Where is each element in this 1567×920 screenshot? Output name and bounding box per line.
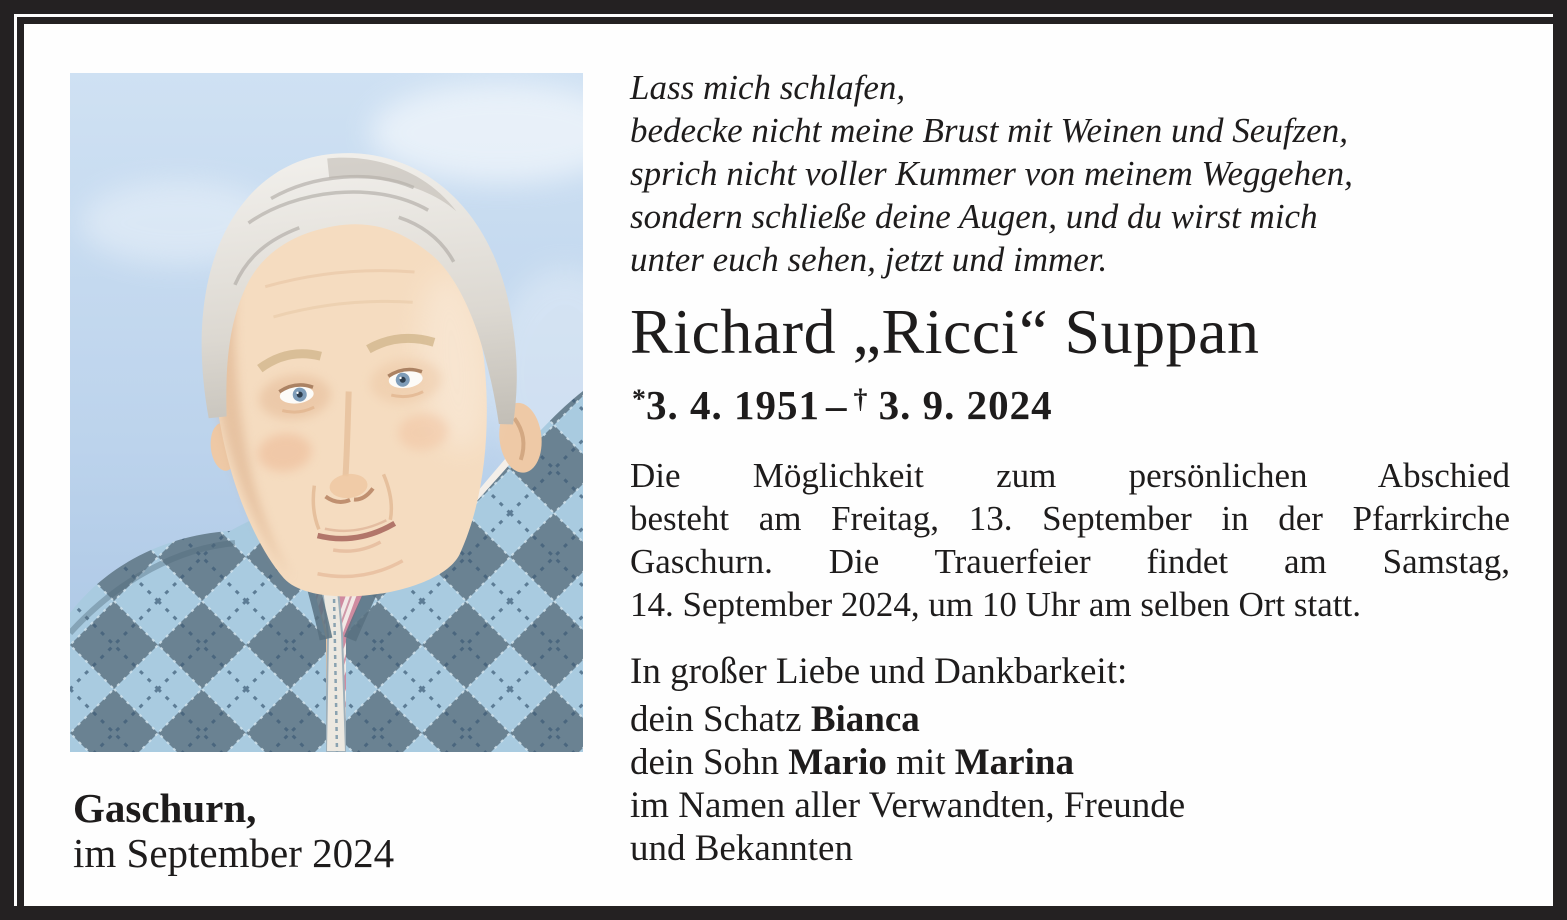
date-separator: – [825, 382, 848, 428]
poem-line: sondern schließe deine Augen, und du wirst mich [630, 197, 1318, 236]
mourner-name: Bianca [810, 699, 920, 740]
mourner-name: Marina [954, 742, 1074, 783]
birth-date: 3. 4. 1951 [645, 382, 820, 428]
mourner-text: im Namen aller Verwandten, Freunde [630, 785, 1186, 826]
place-and-date [73, 786, 394, 876]
death-symbol: † [853, 383, 868, 415]
portrait-photo [70, 73, 583, 752]
poem-line: unter euch sehen, jetzt und immer. [630, 240, 1108, 279]
poem-line: Lass mich schlafen, [630, 68, 906, 107]
mourner-text: und Bekannten [630, 828, 853, 869]
memorial-poem [630, 66, 1353, 281]
mourner-name: Mario [788, 742, 887, 783]
mourner-text: dein Schatz [630, 699, 811, 740]
mourner-line [630, 827, 1185, 870]
mourners-list [630, 698, 1185, 870]
notice-date: im September 2024 [73, 830, 395, 876]
announcement-line: Gaschurn. Die Trauerfeier findet am Samstag, [630, 542, 1510, 581]
deceased-name: Richard „Ricci“ Suppan [630, 296, 1260, 367]
life-dates [632, 381, 1053, 429]
mourner-text: mit [886, 742, 955, 783]
mourner-line [630, 698, 1185, 741]
mourner-line [630, 741, 1185, 784]
death-date: 3. 9. 2024 [878, 382, 1053, 428]
announcement-line: Die Möglichkeit zum persönlichen Abschied [630, 456, 1510, 495]
mourner-line [630, 784, 1185, 827]
birth-symbol: * [632, 383, 646, 415]
poem-line: bedecke nicht meine Brust mit Weinen und Seufzen, [630, 111, 1348, 150]
place-name: Gaschurn, [73, 785, 257, 831]
funeral-announcement [630, 454, 1510, 626]
mourner-text: dein Sohn [630, 742, 789, 783]
closing-intro: In großer Liebe und Dankbarkeit: [630, 651, 1128, 692]
announcement-line: besteht am Freitag, 13. September in der Pfarrkirche [630, 499, 1510, 538]
announcement-line: 14. September 2024, um 10 Uhr am selben Ort statt. [630, 585, 1361, 624]
portrait-illustration [70, 73, 583, 752]
poem-line: sprich nicht voller Kummer von meinem Weggehen, [630, 154, 1353, 193]
